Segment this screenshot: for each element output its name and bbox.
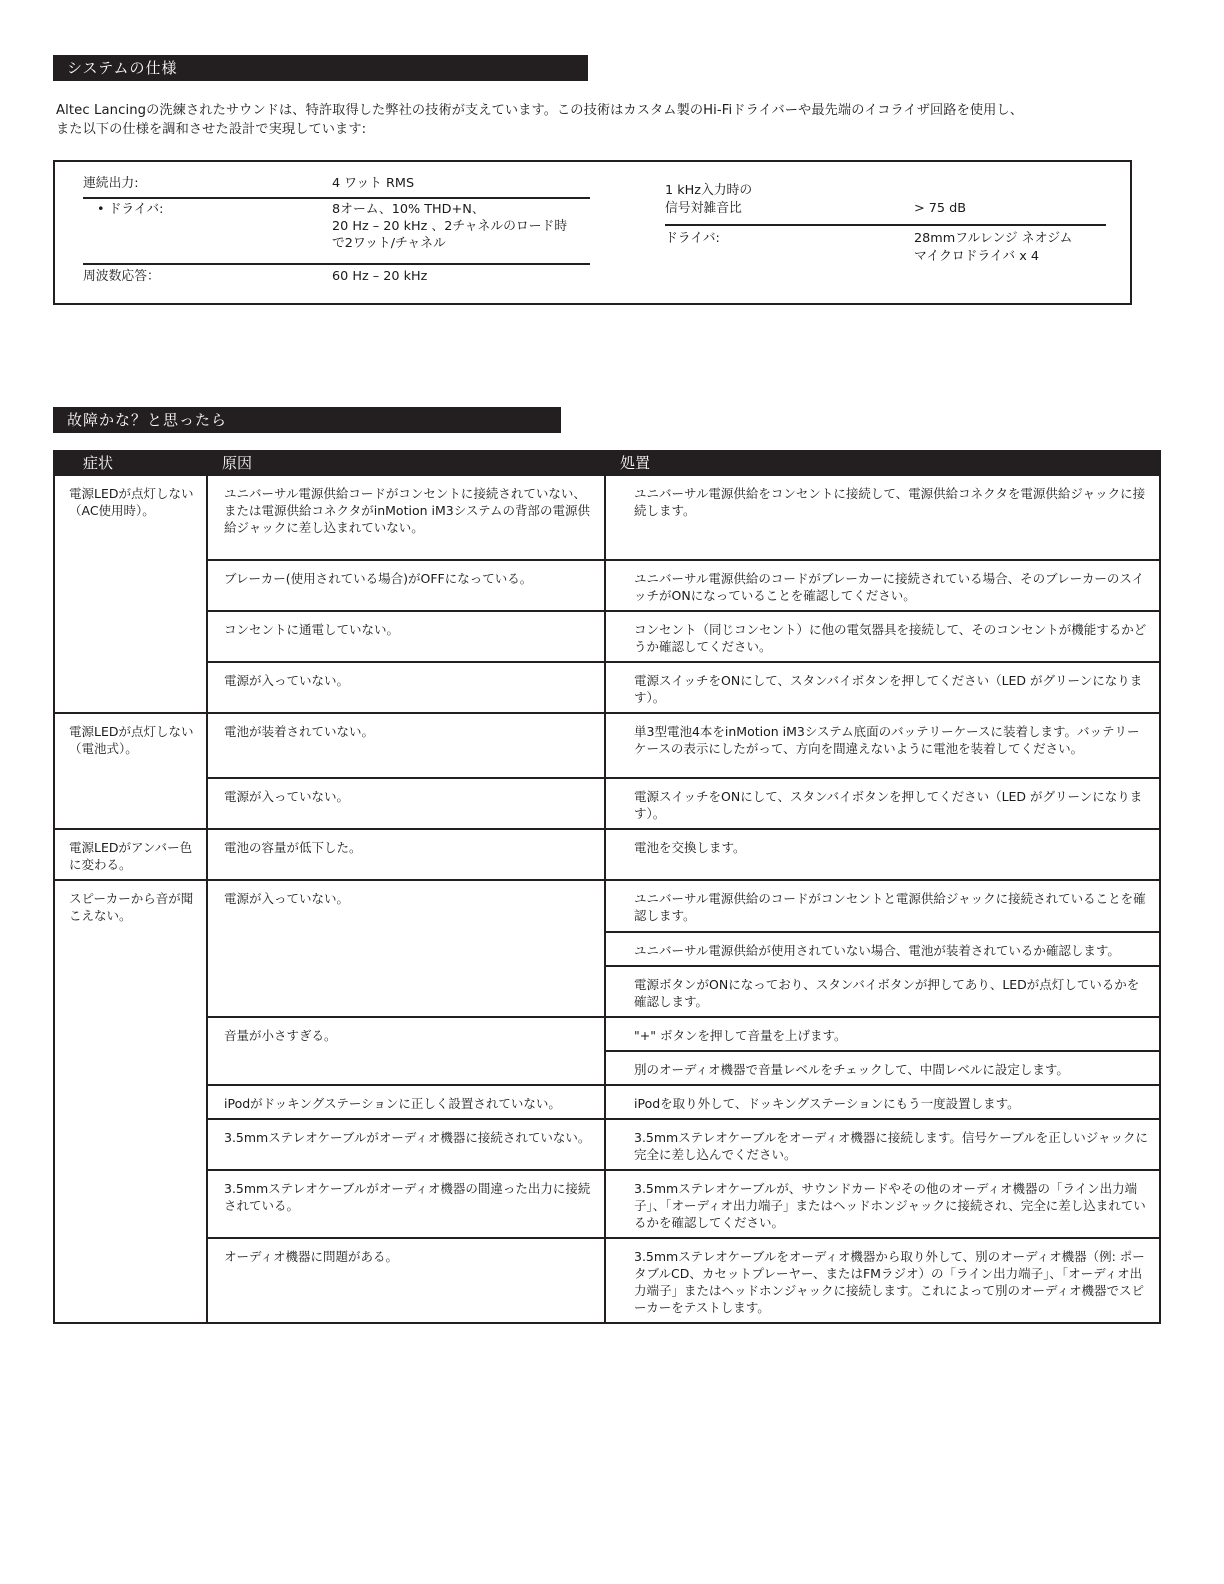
cause-cell: ブレーカー(使用されている場合)がOFFになっている。 [207,560,605,611]
table-row [54,880,1160,932]
symptom-cell: 電源LEDが点灯しない（AC使用時）。 [54,475,207,713]
table-row [54,1119,1160,1170]
spec-divider [665,224,1106,226]
freq-value: 60 Hz – 20 kHz [332,269,428,284]
cause-cell: 電源が入っていない。 [207,880,605,1017]
table-row [54,560,1160,611]
troubleshooting-table [53,450,1161,1324]
driver-value-line: 8オーム、10% THD+N、 [332,202,485,217]
cause-header: 原因 [207,451,605,475]
cause-cell: 3.5mmステレオケーブルがオーディオ機器に接続されていない。 [207,1119,605,1170]
spec-intro [56,101,1156,139]
solution-cell: ユニバーサル電源供給をコンセントに接続して、電源供給コネクタを電源供給ジャックに接続します。 [605,475,1160,560]
output-value: 4 ワット RMS [332,176,415,191]
spec-divider [83,263,590,265]
right-driver-value-line: 28mmフルレンジ ネオジム [914,231,1073,246]
spec-box [53,160,1132,305]
cause-cell: ユニバーサル電源供給コードがコンセントに接続されていない、または電源供給コネクタがinMotion iM3システムの背部の電源供給ジャックに差し込まれていない。 [207,475,605,560]
cause-cell: iPodがドッキングステーションに正しく設置されていない。 [207,1085,605,1119]
solution-cell: ユニバーサル電源供給のコードがブレーカーに接続されている場合、そのブレーカーのスイッチがONになっていることを確認してください。 [605,560,1160,611]
cause-cell: 音量が小さすぎる。 [207,1017,605,1085]
solution-cell: 3.5mmステレオケーブルが、サウンドカードやその他のオーディオ機器の「ライン出力端子」、「オーディオ出力端子」またはヘッドホンジャックに接続され、完全に差し込まれているかを確認してください。 [605,1170,1160,1238]
solution-cell: コンセント（同じコンセント）に他の電気器具を接続して、そのコンセントが機能するかどうか確認してください。 [605,611,1160,662]
right-driver-label: ドライバ: [665,231,720,246]
table-row [54,475,1160,560]
solution-cell: 別のオーディオ機器で音量レベルをチェックして、中間レベルに設定します。 [605,1051,1160,1085]
table-header-row [54,451,1160,475]
table-row [54,611,1160,662]
intro-line: また以下の仕様を調和させた設計で実現しています: [56,122,367,137]
table-row [54,1170,1160,1238]
solution-cell: iPodを取り外して、ドッキングステーションにもう一度設置します。 [605,1085,1160,1119]
cause-cell: 電池の容量が低下した。 [207,829,605,880]
solution-cell: ユニバーサル電源供給のコードがコンセントと電源供給ジャックに接続されていることを確認します。 [605,880,1160,932]
symptom-cell: 電源LEDがアンバー色に変わる。 [54,829,207,880]
trouble-section-title: 故障かな？と思ったら [53,407,561,433]
table-row [54,829,1160,880]
table-row [54,662,1160,713]
solution-header: 処置 [605,451,1160,475]
driver-label: • ドライバ: [97,202,164,217]
snr-value: > 75 dB [914,201,967,216]
symptom-header: 症状 [54,451,207,475]
cause-cell: 3.5mmステレオケーブルがオーディオ機器の間違った出力に接続されている。 [207,1170,605,1238]
intro-line: Altec Lancingの洗練されたサウンドは、特許取得した弊社の技術が支えています。この技術はカスタム製のHi-Fiドライバーや最先端のイコライザ回路を使用し、 [56,103,1024,118]
solution-cell: 電源スイッチをONにして、スタンバイボタンを押してください（LED がグリーンになります）。 [605,662,1160,713]
cause-cell: 電池が装着されていない。 [207,713,605,778]
solution-cell: 3.5mmステレオケーブルをオーディオ機器に接続します。信号ケーブルを正しいジャックに完全に差し込んでください。 [605,1119,1160,1170]
solution-cell: 単3型電池4本をinMotion iM3システム底面のバッテリーケースに装着します。バッテリーケースの表示にしたがって、方向を間違えないように電池を装着してください。 [605,713,1160,778]
solution-cell: 電源ボタンがONになっており、スタンバイボタンが押してあり、LEDが点灯しているかを確認します。 [605,966,1160,1017]
solution-cell: "+" ボタンを押して音量を上げます。 [605,1017,1160,1051]
symptom-cell: スピーカーから音が聞こえない。 [54,880,207,1323]
cause-cell: オーディオ機器に問題がある。 [207,1238,605,1323]
solution-cell: 3.5mmステレオケーブルをオーディオ機器から取り外して、別のオーディオ機器（例: ポータブルCD、カセットプレーヤー、またはFMラジオ）の「ライン出力端子」、「オーディオ出力端子」またはヘッドホンジャックに接続します。これによって別のオーディオ機器でスピーカーをテストします。 [605,1238,1160,1323]
cause-cell: コンセントに通電していない。 [207,611,605,662]
spec-divider [83,197,590,199]
driver-value-line: 20 Hz – 20 kHz 、2チャネルのロード時 [332,219,568,234]
table-row [54,778,1160,829]
solution-cell: 電池を交換します。 [605,829,1160,880]
table-row [54,1017,1160,1051]
solution-cell: 電源スイッチをONにして、スタンバイボタンを押してください（LED がグリーンになります）。 [605,778,1160,829]
table-row [54,1238,1160,1323]
spec-section-title: システムの仕様 [53,55,588,81]
cause-cell: 電源が入っていない。 [207,662,605,713]
right-driver-value-line: マイクロドライバ x 4 [914,249,1040,264]
table-row [54,713,1160,778]
snr-label-line: 1 kHz入力時の [665,183,753,198]
symptom-cell: 電源LEDが点灯しない（電池式）。 [54,713,207,829]
driver-value-line: で2ワット/チャネル [332,236,446,251]
output-label: 連続出力: [83,176,139,191]
snr-label-line: 信号対雑音比 [665,201,742,216]
solution-cell: ユニバーサル電源供給が使用されていない場合、電池が装着されているか確認します。 [605,932,1160,966]
freq-label: 周波数応答： [83,269,160,284]
cause-cell: 電源が入っていない。 [207,778,605,829]
table-row [54,1085,1160,1119]
